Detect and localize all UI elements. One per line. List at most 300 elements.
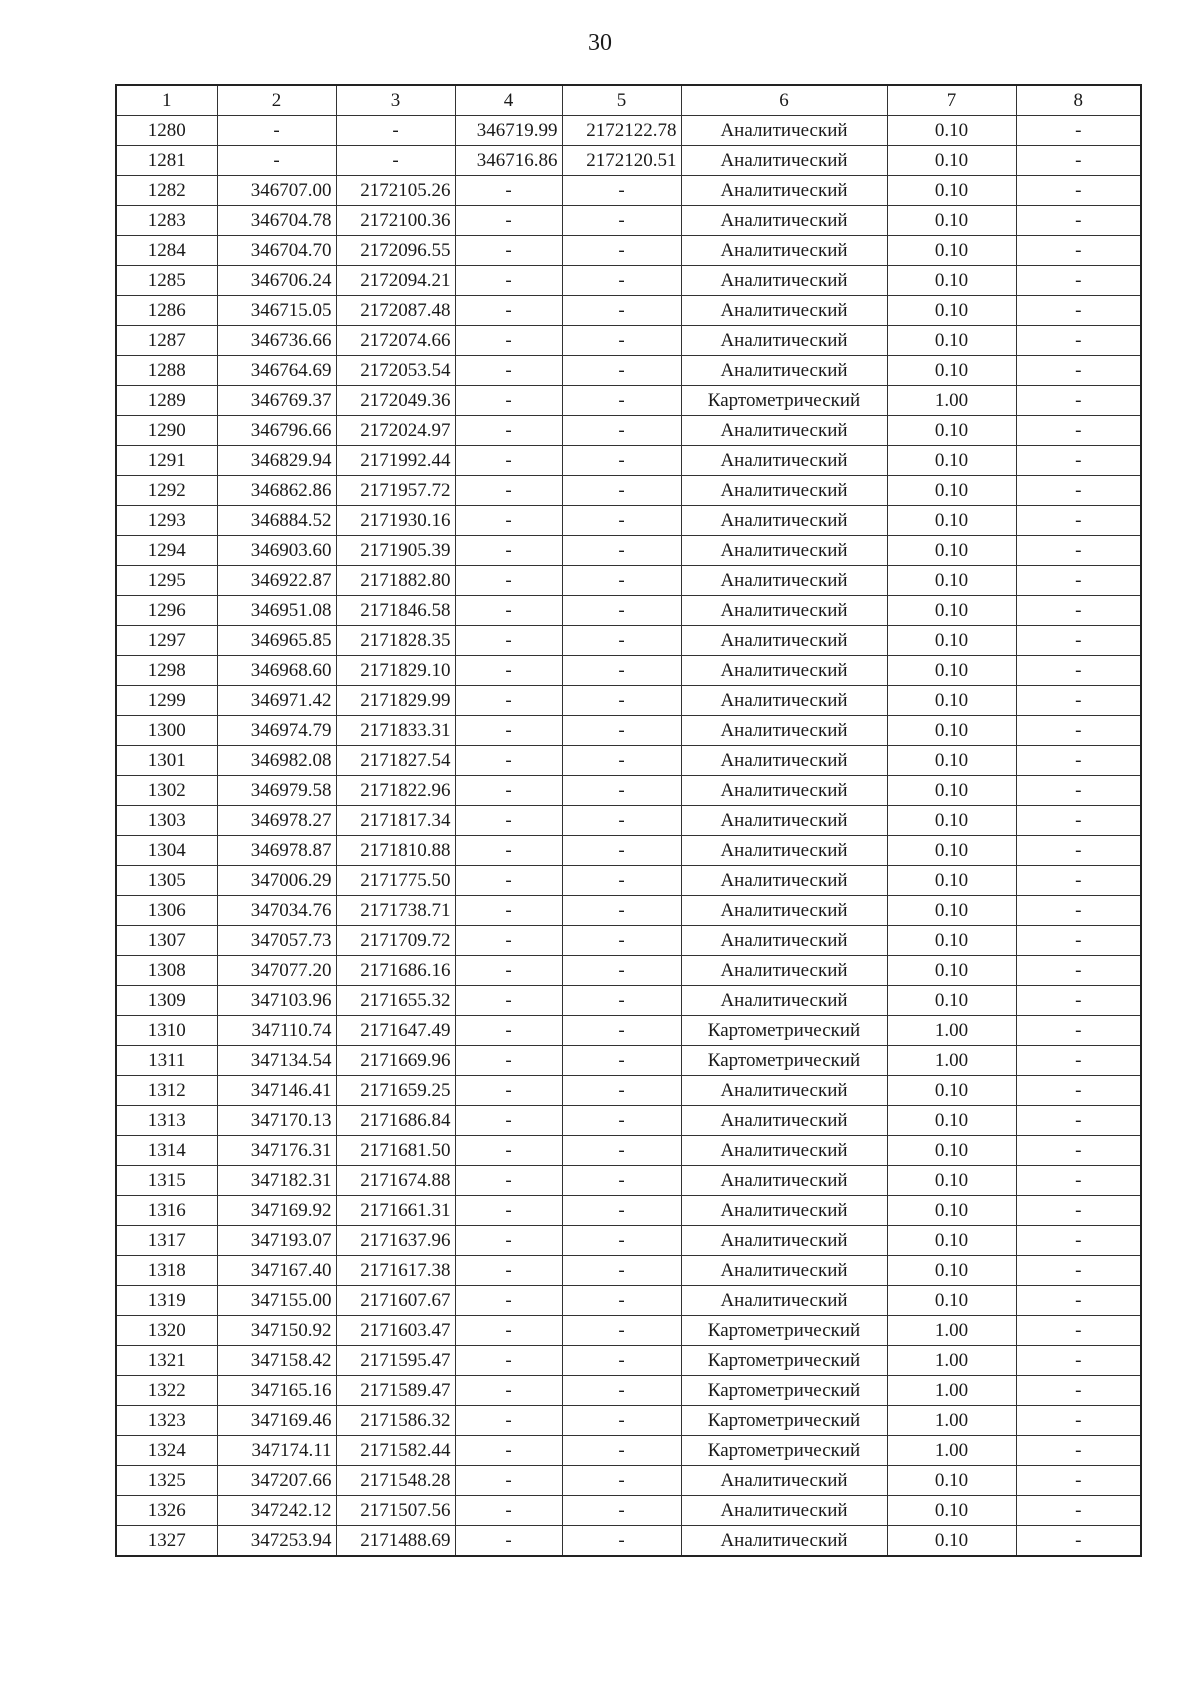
cell-method: Аналитический <box>681 716 887 746</box>
table-row <box>116 1376 1141 1406</box>
column-header: 7 <box>887 85 1016 116</box>
table-row <box>116 626 1141 656</box>
cell-x-coordinate: 346706.24 <box>217 266 336 296</box>
cell-method: Аналитический <box>681 836 887 866</box>
table-row <box>116 1346 1141 1376</box>
cell-y-coordinate: 2171810.88 <box>336 836 455 866</box>
cell-note: - <box>1016 446 1141 476</box>
table-row <box>116 686 1141 716</box>
cell-method: Картометрический <box>681 1436 887 1466</box>
table-row <box>116 596 1141 626</box>
cell-y-coordinate: 2171488.69 <box>336 1526 455 1557</box>
cell-x-coordinate-new: - <box>455 896 562 926</box>
cell-note: - <box>1016 536 1141 566</box>
cell-x-coordinate: 347077.20 <box>217 956 336 986</box>
cell-note: - <box>1016 206 1141 236</box>
cell-point-number: 1297 <box>116 626 217 656</box>
cell-y-coordinate-new: - <box>562 866 681 896</box>
cell-x-coordinate-new: - <box>455 1496 562 1526</box>
cell-point-number: 1293 <box>116 506 217 536</box>
cell-y-coordinate-new: - <box>562 1256 681 1286</box>
cell-method: Аналитический <box>681 866 887 896</box>
cell-x-coordinate-new: - <box>455 1526 562 1557</box>
cell-accuracy: 0.10 <box>887 1286 1016 1316</box>
cell-point-number: 1292 <box>116 476 217 506</box>
table-row <box>116 326 1141 356</box>
cell-x-coordinate: 346982.08 <box>217 746 336 776</box>
cell-y-coordinate-new: - <box>562 476 681 506</box>
cell-y-coordinate: 2171930.16 <box>336 506 455 536</box>
cell-y-coordinate-new: - <box>562 1166 681 1196</box>
cell-x-coordinate: 346951.08 <box>217 596 336 626</box>
cell-note: - <box>1016 1076 1141 1106</box>
cell-x-coordinate-new: - <box>455 956 562 986</box>
cell-x-coordinate-new: - <box>455 1166 562 1196</box>
cell-method: Аналитический <box>681 806 887 836</box>
cell-accuracy: 0.10 <box>887 1076 1016 1106</box>
column-header: 5 <box>562 85 681 116</box>
cell-method: Аналитический <box>681 956 887 986</box>
cell-x-coordinate: 347182.31 <box>217 1166 336 1196</box>
cell-method: Аналитический <box>681 146 887 176</box>
cell-method: Аналитический <box>681 296 887 326</box>
cell-point-number: 1304 <box>116 836 217 866</box>
cell-accuracy: 0.10 <box>887 266 1016 296</box>
page-number: 30 <box>588 30 612 56</box>
cell-accuracy: 0.10 <box>887 116 1016 146</box>
cell-x-coordinate: 346736.66 <box>217 326 336 356</box>
cell-point-number: 1314 <box>116 1136 217 1166</box>
cell-y-coordinate: 2171957.72 <box>336 476 455 506</box>
cell-method: Аналитический <box>681 926 887 956</box>
cell-x-coordinate: 346978.87 <box>217 836 336 866</box>
cell-y-coordinate-new: - <box>562 776 681 806</box>
cell-note: - <box>1016 1496 1141 1526</box>
table-row <box>116 956 1141 986</box>
cell-y-coordinate: 2172087.48 <box>336 296 455 326</box>
table-row <box>116 536 1141 566</box>
cell-x-coordinate: 347150.92 <box>217 1316 336 1346</box>
cell-x-coordinate-new: - <box>455 1346 562 1376</box>
cell-point-number: 1307 <box>116 926 217 956</box>
cell-point-number: 1283 <box>116 206 217 236</box>
cell-method: Аналитический <box>681 266 887 296</box>
cell-method: Аналитический <box>681 776 887 806</box>
cell-method: Аналитический <box>681 626 887 656</box>
cell-x-coordinate-new: - <box>455 1226 562 1256</box>
cell-point-number: 1280 <box>116 116 217 146</box>
table-body <box>116 116 1141 1557</box>
cell-x-coordinate: 346704.78 <box>217 206 336 236</box>
cell-note: - <box>1016 656 1141 686</box>
table-row <box>116 356 1141 386</box>
table-row <box>116 806 1141 836</box>
cell-x-coordinate-new: - <box>455 1076 562 1106</box>
cell-x-coordinate-new: - <box>455 596 562 626</box>
cell-method: Аналитический <box>681 566 887 596</box>
cell-y-coordinate: 2171846.58 <box>336 596 455 626</box>
table-row <box>116 1166 1141 1196</box>
table-row <box>116 296 1141 326</box>
table-row <box>116 1196 1141 1226</box>
cell-method: Аналитический <box>681 1286 887 1316</box>
cell-y-coordinate: 2171686.84 <box>336 1106 455 1136</box>
table-row <box>116 1316 1141 1346</box>
cell-accuracy: 0.10 <box>887 656 1016 686</box>
cell-y-coordinate: 2171507.56 <box>336 1496 455 1526</box>
cell-method: Аналитический <box>681 1226 887 1256</box>
cell-y-coordinate-new: - <box>562 1466 681 1496</box>
cell-x-coordinate: 347103.96 <box>217 986 336 1016</box>
cell-x-coordinate-new: - <box>455 656 562 686</box>
cell-x-coordinate-new: - <box>455 986 562 1016</box>
cell-note: - <box>1016 386 1141 416</box>
cell-accuracy: 0.10 <box>887 206 1016 236</box>
cell-x-coordinate-new: - <box>455 1316 562 1346</box>
cell-x-coordinate-new: - <box>455 236 562 266</box>
cell-accuracy: 0.10 <box>887 356 1016 386</box>
column-header: 4 <box>455 85 562 116</box>
cell-y-coordinate: 2171905.39 <box>336 536 455 566</box>
cell-y-coordinate-new: - <box>562 206 681 236</box>
cell-point-number: 1326 <box>116 1496 217 1526</box>
cell-accuracy: 0.10 <box>887 806 1016 836</box>
cell-note: - <box>1016 686 1141 716</box>
cell-method: Аналитический <box>681 116 887 146</box>
cell-y-coordinate-new: - <box>562 536 681 566</box>
cell-method: Аналитический <box>681 1106 887 1136</box>
cell-y-coordinate-new: - <box>562 296 681 326</box>
cell-method: Картометрический <box>681 1406 887 1436</box>
cell-note: - <box>1016 236 1141 266</box>
cell-y-coordinate-new: - <box>562 806 681 836</box>
cell-x-coordinate: 346971.42 <box>217 686 336 716</box>
cell-method: Картометрический <box>681 1316 887 1346</box>
cell-method: Аналитический <box>681 1526 887 1557</box>
cell-y-coordinate-new: - <box>562 1016 681 1046</box>
table-row <box>116 146 1141 176</box>
cell-point-number: 1316 <box>116 1196 217 1226</box>
cell-x-coordinate-new: - <box>455 536 562 566</box>
cell-y-coordinate: 2172094.21 <box>336 266 455 296</box>
cell-accuracy: 0.10 <box>887 506 1016 536</box>
cell-point-number: 1303 <box>116 806 217 836</box>
cell-note: - <box>1016 716 1141 746</box>
table-row <box>116 1406 1141 1436</box>
cell-x-coordinate-new: - <box>455 1436 562 1466</box>
cell-x-coordinate: 347110.74 <box>217 1016 336 1046</box>
cell-method: Картометрический <box>681 1346 887 1376</box>
table-row <box>116 1466 1141 1496</box>
cell-accuracy: 1.00 <box>887 1376 1016 1406</box>
cell-x-coordinate: 347167.40 <box>217 1256 336 1286</box>
table-row <box>116 446 1141 476</box>
cell-y-coordinate-new: - <box>562 1286 681 1316</box>
cell-note: - <box>1016 1466 1141 1496</box>
cell-method: Аналитический <box>681 1496 887 1526</box>
cell-point-number: 1311 <box>116 1046 217 1076</box>
cell-y-coordinate: 2172105.26 <box>336 176 455 206</box>
cell-y-coordinate-new: - <box>562 1406 681 1436</box>
cell-y-coordinate-new: - <box>562 1106 681 1136</box>
cell-x-coordinate: 347034.76 <box>217 896 336 926</box>
cell-method: Аналитический <box>681 206 887 236</box>
cell-note: - <box>1016 806 1141 836</box>
cell-note: - <box>1016 866 1141 896</box>
table-row <box>116 176 1141 206</box>
cell-point-number: 1286 <box>116 296 217 326</box>
column-header: 6 <box>681 85 887 116</box>
cell-y-coordinate-new: - <box>562 176 681 206</box>
cell-y-coordinate: - <box>336 116 455 146</box>
cell-note: - <box>1016 1346 1141 1376</box>
cell-x-coordinate-new: - <box>455 686 562 716</box>
cell-accuracy: 0.10 <box>887 1496 1016 1526</box>
cell-accuracy: 0.10 <box>887 326 1016 356</box>
cell-point-number: 1288 <box>116 356 217 386</box>
cell-y-coordinate: 2171586.32 <box>336 1406 455 1436</box>
cell-y-coordinate: 2172074.66 <box>336 326 455 356</box>
cell-y-coordinate-new: - <box>562 1376 681 1406</box>
table-row <box>116 656 1141 686</box>
cell-accuracy: 0.10 <box>887 746 1016 776</box>
cell-x-coordinate-new: - <box>455 566 562 596</box>
cell-method: Аналитический <box>681 1076 887 1106</box>
cell-x-coordinate-new: - <box>455 476 562 506</box>
cell-x-coordinate: 346974.79 <box>217 716 336 746</box>
cell-method: Аналитический <box>681 506 887 536</box>
cell-method: Аналитический <box>681 986 887 1016</box>
cell-point-number: 1313 <box>116 1106 217 1136</box>
cell-y-coordinate-new: - <box>562 386 681 416</box>
cell-x-coordinate: 346829.94 <box>217 446 336 476</box>
cell-y-coordinate: 2171637.96 <box>336 1226 455 1256</box>
table-row <box>116 1526 1141 1557</box>
cell-y-coordinate: 2171647.49 <box>336 1016 455 1046</box>
cell-y-coordinate-new: - <box>562 1316 681 1346</box>
cell-y-coordinate: 2171548.28 <box>336 1466 455 1496</box>
cell-point-number: 1281 <box>116 146 217 176</box>
column-header: 8 <box>1016 85 1141 116</box>
cell-y-coordinate-new: - <box>562 1046 681 1076</box>
cell-accuracy: 1.00 <box>887 386 1016 416</box>
cell-accuracy: 0.10 <box>887 1526 1016 1557</box>
cell-x-coordinate-new: - <box>455 326 562 356</box>
cell-y-coordinate: 2172100.36 <box>336 206 455 236</box>
column-header: 3 <box>336 85 455 116</box>
cell-y-coordinate-new: - <box>562 1196 681 1226</box>
table-row <box>116 1016 1141 1046</box>
cell-y-coordinate: 2171595.47 <box>336 1346 455 1376</box>
cell-x-coordinate-new: - <box>455 626 562 656</box>
cell-point-number: 1296 <box>116 596 217 626</box>
cell-note: - <box>1016 326 1141 356</box>
cell-note: - <box>1016 266 1141 296</box>
cell-x-coordinate-new: - <box>455 296 562 326</box>
cell-method: Аналитический <box>681 356 887 386</box>
cell-x-coordinate: 346979.58 <box>217 776 336 806</box>
cell-point-number: 1298 <box>116 656 217 686</box>
cell-accuracy: 0.10 <box>887 986 1016 1016</box>
cell-x-coordinate-new: - <box>455 926 562 956</box>
table-row <box>116 1286 1141 1316</box>
cell-point-number: 1305 <box>116 866 217 896</box>
cell-point-number: 1324 <box>116 1436 217 1466</box>
cell-accuracy: 0.10 <box>887 836 1016 866</box>
cell-method: Аналитический <box>681 476 887 506</box>
cell-y-coordinate-new: - <box>562 1136 681 1166</box>
cell-method: Аналитический <box>681 236 887 266</box>
cell-y-coordinate: 2171817.34 <box>336 806 455 836</box>
cell-x-coordinate-new: - <box>455 206 562 236</box>
table-row <box>116 506 1141 536</box>
cell-y-coordinate: 2171827.54 <box>336 746 455 776</box>
cell-point-number: 1306 <box>116 896 217 926</box>
cell-y-coordinate-new: - <box>562 1526 681 1557</box>
cell-method: Аналитический <box>681 446 887 476</box>
cell-method: Картометрический <box>681 1016 887 1046</box>
cell-y-coordinate: 2171582.44 <box>336 1436 455 1466</box>
cell-y-coordinate: 2171882.80 <box>336 566 455 596</box>
cell-x-coordinate: 347169.46 <box>217 1406 336 1436</box>
cell-y-coordinate: 2171674.88 <box>336 1166 455 1196</box>
cell-y-coordinate: 2171709.72 <box>336 926 455 956</box>
cell-y-coordinate: 2171589.47 <box>336 1376 455 1406</box>
cell-point-number: 1310 <box>116 1016 217 1046</box>
cell-y-coordinate: 2171686.16 <box>336 956 455 986</box>
cell-note: - <box>1016 506 1141 536</box>
cell-point-number: 1319 <box>116 1286 217 1316</box>
cell-x-coordinate: 347146.41 <box>217 1076 336 1106</box>
cell-note: - <box>1016 626 1141 656</box>
cell-accuracy: 0.10 <box>887 1226 1016 1256</box>
cell-note: - <box>1016 956 1141 986</box>
cell-y-coordinate: 2171661.31 <box>336 1196 455 1226</box>
cell-x-coordinate: 347253.94 <box>217 1526 336 1557</box>
cell-x-coordinate: 347155.00 <box>217 1286 336 1316</box>
cell-x-coordinate: 346704.70 <box>217 236 336 266</box>
cell-y-coordinate-new: - <box>562 1076 681 1106</box>
cell-accuracy: 1.00 <box>887 1406 1016 1436</box>
cell-y-coordinate-new: - <box>562 896 681 926</box>
cell-x-coordinate: 346796.66 <box>217 416 336 446</box>
table-header-row <box>116 85 1141 116</box>
cell-accuracy: 0.10 <box>887 176 1016 206</box>
cell-accuracy: 0.10 <box>887 296 1016 326</box>
cell-x-coordinate-new: - <box>455 1016 562 1046</box>
cell-x-coordinate: 347170.13 <box>217 1106 336 1136</box>
cell-note: - <box>1016 146 1141 176</box>
cell-accuracy: 0.10 <box>887 1256 1016 1286</box>
cell-y-coordinate: 2171659.25 <box>336 1076 455 1106</box>
cell-point-number: 1300 <box>116 716 217 746</box>
cell-x-coordinate-new: - <box>455 356 562 386</box>
cell-accuracy: 0.10 <box>887 956 1016 986</box>
cell-accuracy: 0.10 <box>887 686 1016 716</box>
cell-point-number: 1308 <box>116 956 217 986</box>
column-header: 1 <box>116 85 217 116</box>
cell-accuracy: 0.10 <box>887 446 1016 476</box>
table-row <box>116 416 1141 446</box>
cell-note: - <box>1016 416 1141 446</box>
cell-point-number: 1318 <box>116 1256 217 1286</box>
cell-y-coordinate-new: - <box>562 656 681 686</box>
cell-accuracy: 0.10 <box>887 776 1016 806</box>
cell-point-number: 1285 <box>116 266 217 296</box>
cell-x-coordinate: 346769.37 <box>217 386 336 416</box>
cell-point-number: 1327 <box>116 1526 217 1557</box>
cell-y-coordinate: 2171603.47 <box>336 1316 455 1346</box>
cell-note: - <box>1016 1406 1141 1436</box>
cell-note: - <box>1016 596 1141 626</box>
cell-accuracy: 0.10 <box>887 596 1016 626</box>
table-row <box>116 566 1141 596</box>
table-row <box>116 986 1141 1016</box>
cell-point-number: 1289 <box>116 386 217 416</box>
cell-point-number: 1290 <box>116 416 217 446</box>
table-row <box>116 896 1141 926</box>
cell-y-coordinate: 2172053.54 <box>336 356 455 386</box>
cell-note: - <box>1016 1136 1141 1166</box>
cell-note: - <box>1016 836 1141 866</box>
cell-note: - <box>1016 1226 1141 1256</box>
cell-x-coordinate-new: - <box>455 776 562 806</box>
cell-y-coordinate-new: - <box>562 236 681 266</box>
cell-y-coordinate: 2171829.99 <box>336 686 455 716</box>
cell-method: Аналитический <box>681 176 887 206</box>
cell-point-number: 1322 <box>116 1376 217 1406</box>
cell-point-number: 1321 <box>116 1346 217 1376</box>
cell-x-coordinate: 346968.60 <box>217 656 336 686</box>
cell-x-coordinate: 347134.54 <box>217 1046 336 1076</box>
table-row <box>116 1256 1141 1286</box>
cell-method: Аналитический <box>681 1136 887 1166</box>
cell-note: - <box>1016 1526 1141 1557</box>
cell-y-coordinate: 2171607.67 <box>336 1286 455 1316</box>
cell-accuracy: 1.00 <box>887 1316 1016 1346</box>
cell-y-coordinate-new: 2172120.51 <box>562 146 681 176</box>
cell-note: - <box>1016 1436 1141 1466</box>
cell-note: - <box>1016 1316 1141 1346</box>
table-row <box>116 266 1141 296</box>
cell-point-number: 1295 <box>116 566 217 596</box>
table-row <box>116 1136 1141 1166</box>
cell-method: Аналитический <box>681 896 887 926</box>
cell-accuracy: 0.10 <box>887 1196 1016 1226</box>
cell-note: - <box>1016 1166 1141 1196</box>
cell-x-coordinate-new: 346716.86 <box>455 146 562 176</box>
cell-accuracy: 0.10 <box>887 1136 1016 1166</box>
cell-x-coordinate: 347193.07 <box>217 1226 336 1256</box>
cell-accuracy: 1.00 <box>887 1016 1016 1046</box>
cell-y-coordinate-new: - <box>562 506 681 536</box>
table-row <box>116 1436 1141 1466</box>
cell-x-coordinate: 346978.27 <box>217 806 336 836</box>
cell-accuracy: 0.10 <box>887 146 1016 176</box>
table-row <box>116 836 1141 866</box>
cell-accuracy: 0.10 <box>887 536 1016 566</box>
cell-x-coordinate: - <box>217 116 336 146</box>
cell-x-coordinate-new: - <box>455 836 562 866</box>
cell-y-coordinate: 2171775.50 <box>336 866 455 896</box>
cell-point-number: 1287 <box>116 326 217 356</box>
cell-accuracy: 0.10 <box>887 1166 1016 1196</box>
cell-y-coordinate: - <box>336 146 455 176</box>
cell-accuracy: 1.00 <box>887 1436 1016 1466</box>
cell-x-coordinate-new: - <box>455 746 562 776</box>
cell-x-coordinate-new: - <box>455 416 562 446</box>
cell-method: Аналитический <box>681 1466 887 1496</box>
